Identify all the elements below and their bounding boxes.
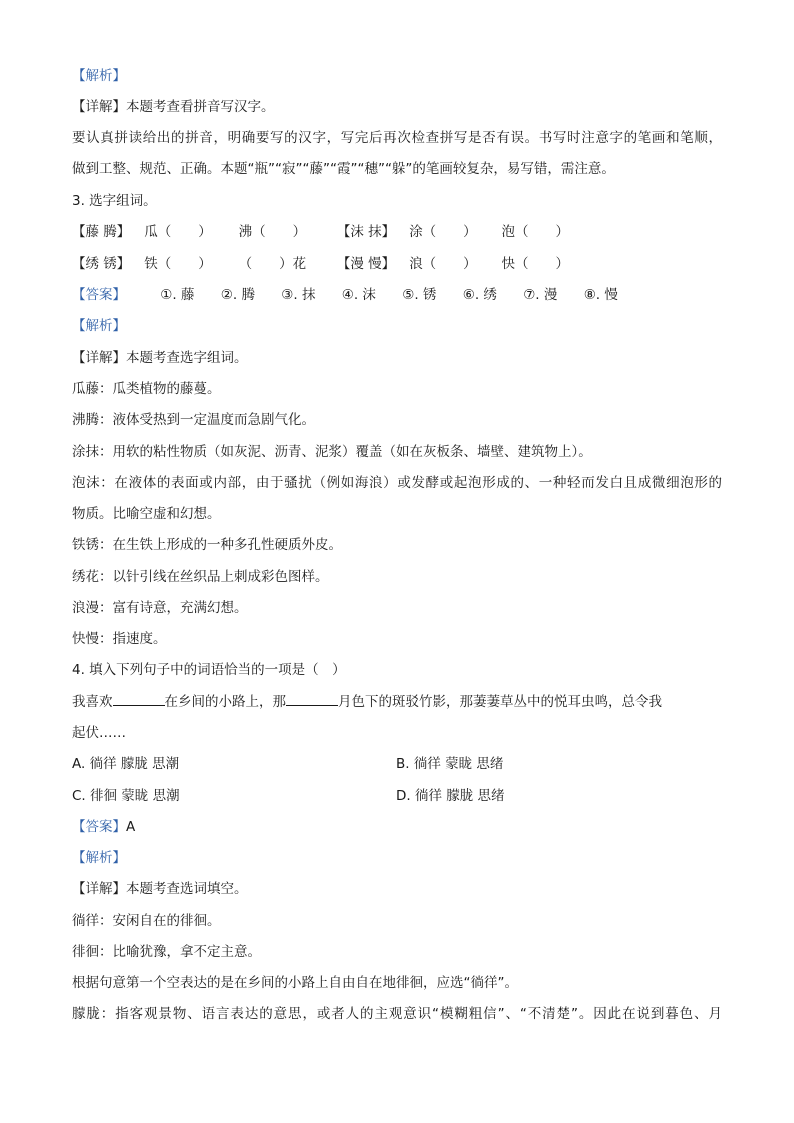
fill-word: 瓜（ ） — [144, 224, 212, 240]
option-b: B. 徜徉 蒙眬 思绪 — [396, 756, 504, 772]
option-c: C. 徘徊 蒙眬 思潮 — [72, 788, 180, 804]
detail-heading: 【详解】本题考查选字组词。 — [72, 350, 248, 366]
answer-item: ②. 腾 — [220, 287, 255, 303]
fill-word: 涂（ ） — [409, 224, 477, 240]
explanation-line: 朦胧：指客观景物、语言表达的意思，或者人的主观意识“模糊粗信”、“不清楚”。因此在说到暮色、月 — [72, 1006, 722, 1022]
option-d: D. 徜徉 朦胧 思绪 — [396, 788, 505, 804]
answer-item: ①. 藤 — [160, 287, 195, 303]
answer-item: ③. 抹 — [281, 287, 316, 303]
char-group: 【绣 锈】 — [72, 256, 131, 272]
char-group: 【藤 腾】 — [72, 224, 131, 240]
sentence-part: 月色下的斑驳竹影，那萋萋草丛中的悦耳虫鸣，总令我 — [338, 694, 662, 710]
option-a: A. 徜徉 朦胧 思潮 — [72, 756, 180, 772]
explanation-line: 徜徉：安闲自在的徘徊。 — [72, 913, 221, 929]
blank-line — [113, 692, 165, 706]
char-group: 【漫 慢】 — [336, 256, 396, 272]
paragraph-line: 要认真拼读给出的拼音，明确要写的汉字，写完后再次检查拼写是否有误。书写时注意字的笔画和笔顺， — [72, 130, 722, 146]
question-3-row-2 — [72, 254, 569, 274]
answer-item: ④. 沫 — [341, 287, 376, 303]
question-4-sentence-end — [72, 723, 126, 743]
fill-word: 铁（ ） — [144, 256, 212, 272]
detail-heading: 【详解】本题考查看拼音写汉字。 — [72, 99, 275, 115]
question-3-title: 3. 选字组词。 — [72, 193, 157, 209]
answer-value: A — [126, 819, 136, 835]
answer-item: ⑦. 漫 — [523, 287, 558, 303]
explanation-line: 根据句意第一个空表达的是在乡间的小路上自由自在地徘徊，应选“徜徉”。 — [72, 975, 518, 991]
blank-line — [286, 692, 338, 706]
answer-item: ⑧. 慢 — [583, 287, 618, 303]
analysis-heading: 【解析】 — [72, 68, 126, 84]
sentence-part: 我喜欢 — [72, 694, 113, 710]
answer-label: 【答案】 — [72, 819, 126, 835]
answer-item: ⑥. 绣 — [462, 287, 497, 303]
explanation-line: 徘徊：比喻犹豫，拿不定主意。 — [72, 944, 261, 960]
definition-line: 沸腾：液体受热到一定温度而急剧气化。 — [72, 412, 315, 428]
definition-line: 铁锈：在生铁上形成的一种多孔性硬质外皮。 — [72, 537, 342, 553]
definition-line: 涂抹：用软的粘性物质（如灰泥、沥青、泥浆）覆盖（如在灰板条、墙壁、建筑物上）。 — [72, 444, 592, 460]
detail-heading: 【详解】本题考查选词填空。 — [72, 881, 248, 897]
question-3-row-1 — [72, 222, 569, 242]
fill-word: 沸（ ） — [238, 224, 307, 240]
char-group: 【沫 抹】 — [336, 224, 396, 240]
fill-word: （ ）花 — [238, 256, 307, 272]
fill-word: 泡（ ） — [501, 224, 569, 240]
definition-line: 物质。比喻空虚和幻想。 — [72, 506, 221, 522]
question-4-title: 4. 填入下列句子中的词语恰当的一项是（ ） — [72, 662, 346, 678]
answer-3 — [72, 285, 618, 305]
answer-label: 【答案】 — [72, 287, 126, 303]
definition-line: 浪漫：富有诗意，充满幻想。 — [72, 600, 248, 616]
analysis-heading: 【解析】 — [72, 850, 126, 866]
answer-4 — [72, 817, 135, 837]
sentence-part: 在乡间的小路上，那 — [164, 694, 286, 710]
analysis-heading: 【解析】 — [72, 318, 126, 334]
sentence-part: 起伏…… — [72, 725, 126, 741]
definition-line: 快慢：指速度。 — [72, 631, 167, 647]
definition-line: 泡沫：在液体的表面或内部，由于骚扰（例如海浪）或发酵或起泡形成的、一种轻而发白且成微细泡形的 — [72, 475, 722, 491]
question-4-sentence — [72, 692, 662, 712]
paragraph-line: 做到工整、规范、正确。本题“瓶”“寂”“藤”“霞”“穗”“躲”的笔画较复杂，易写错，需注意。 — [72, 161, 615, 177]
fill-word: 浪（ ） — [409, 256, 477, 272]
definition-line: 瓜藤：瓜类植物的藤蔓。 — [72, 381, 221, 397]
definition-line: 绣花：以针引线在丝织品上刺成彩色图样。 — [72, 569, 329, 585]
fill-word: 快（ ） — [501, 256, 569, 272]
answer-item: ⑤. 锈 — [402, 287, 437, 303]
